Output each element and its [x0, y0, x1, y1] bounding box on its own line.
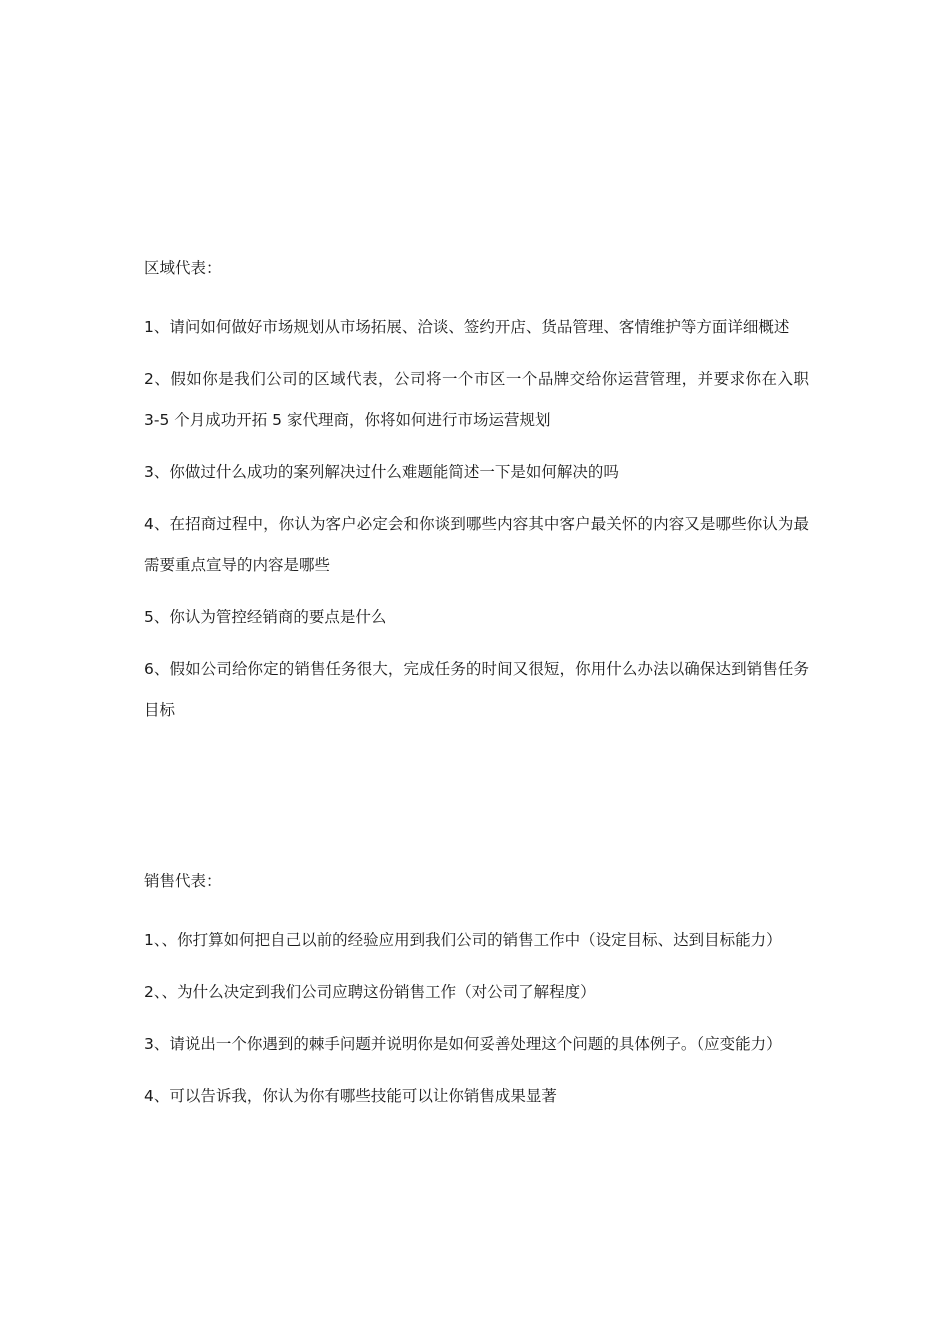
- section-sales-representative: [144, 868, 809, 1117]
- question-item: 4、在招商过程中，你认为客户必定会和你谈到哪些内容其中客户最关怀的内容又是哪些你认为最需要重点宣导的内容是哪些: [144, 515, 809, 574]
- question-item: 1、请问如何做好市场规划从市场拓展、洽谈、签约开店、货品管理、客情维护等方面详细概述: [144, 318, 790, 336]
- question-item: 3、请说出一个你遇到的棘手问题并说明你是如何妥善处理这个问题的具体例子。（应变能力）: [144, 1035, 782, 1053]
- section-heading: 区域代表：: [144, 259, 222, 277]
- section-regional-representative: [144, 255, 809, 731]
- section-heading: 销售代表：: [144, 872, 222, 890]
- question-item: 6、假如公司给你定的销售任务很大，完成任务的时间又很短，你用什么办法以确保达到销售任务目标: [144, 660, 809, 719]
- question-item: 5、你认为管控经销商的要点是什么: [144, 608, 387, 626]
- question-item: 2、假如你是我们公司的区域代表，公司将一个市区一个品牌交给你运营管理，并要求你在入职 3-5 个月成功开拓 5 家代理商，你将如何进行市场运营规划: [144, 370, 809, 429]
- question-item: 3、你做过什么成功的案列解决过什么难题能简述一下是如何解决的吗: [144, 463, 619, 481]
- question-item: 1、、你打算如何把自己以前的经验应用到我们公司的销售工作中（设定目标、达到目标能力）: [144, 931, 782, 949]
- question-item: 4、可以告诉我，你认为你有哪些技能可以让你销售成果显著: [144, 1087, 557, 1105]
- question-item: 2、、为什么决定到我们公司应聘这份销售工作（对公司了解程度）: [144, 983, 596, 1001]
